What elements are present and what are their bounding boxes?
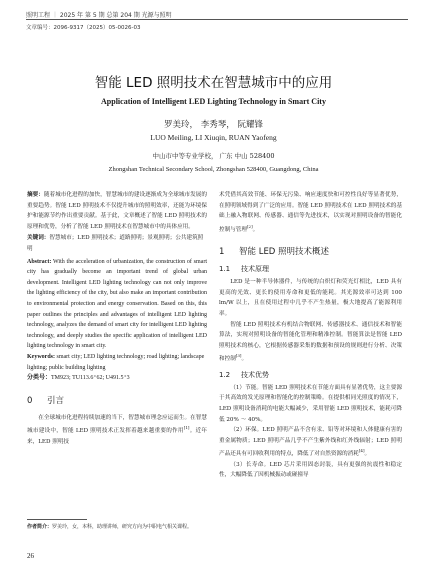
keywords-chinese	[27, 233, 207, 254]
issue-info: 2025 年 第 5 期 总第 204 期 光源与照明	[59, 12, 172, 19]
paragraph-text-tail: 。	[252, 226, 259, 233]
paragraph-text-tail: 。	[364, 451, 371, 458]
header-rule	[26, 19, 408, 20]
section-number: 1	[219, 247, 225, 258]
article-number: 文章编号：2096-9317（2025）05-0026-03	[26, 25, 141, 31]
left-column	[27, 190, 207, 447]
intro-paragraph-continued	[219, 190, 402, 235]
principle-paragraph-1: LED 是一种半导体器件，与传统的白炽灯和荧光灯相比，LED 具有更高的光效、更长的使用寿命和更低的能耗。其光源效率可达到 100 lm/W 以上，且在使用过程中几乎不产生热量，极大地提高了能源利用率。	[219, 279, 402, 318]
classification-text: TM923; TU113.6⁺62; U491.5⁺3	[51, 375, 130, 382]
paragraph-text-tail: 。	[241, 356, 248, 363]
subsection-number: 1.2	[219, 370, 231, 379]
running-head	[26, 10, 408, 19]
section-heading-intro	[27, 394, 207, 406]
title-chinese: 智能 LED 照明技术在智慧城市中的应用	[94, 75, 333, 91]
citation: [3]	[235, 353, 242, 359]
abstract-english-label: Abstract:	[27, 258, 52, 265]
page-number: 26	[27, 552, 34, 560]
abstract-english	[27, 257, 207, 352]
subsection-title: 技术原理	[241, 265, 269, 274]
footnote-rule	[27, 519, 87, 520]
subsection-title: 技术优势	[241, 370, 269, 379]
keywords-chinese-label: 关键词：	[27, 235, 50, 242]
citation: [2]	[246, 223, 253, 229]
principle-paragraph-2	[219, 320, 402, 365]
journal-name: 照明工程	[26, 12, 51, 19]
advantage-paragraph-environment	[219, 425, 402, 460]
authors-chinese: 罗美玲， 李秀琴， 阮耀锋	[164, 120, 263, 130]
subsection-heading-1-2	[219, 370, 402, 380]
paragraph-text-tail: 。近年来，LED 照明技	[27, 428, 207, 445]
classification-number	[27, 373, 207, 384]
classification-label: 分类号：	[27, 375, 52, 382]
affiliation-chinese: 中山市中等专业学校， 广东 中山 528400	[152, 152, 275, 160]
footnote-label: 作者简介：	[27, 524, 53, 530]
section-number: 0	[27, 395, 33, 406]
paragraph-text: 术凭借其高效节能、环保无污染、响应速度快和可控性良好等显著优势，在照明领域得到了广泛的应用。智能 LED 照明技术在 LED 照明技术的基础上融入物联网、传感器、通信等先进技术，以实现对照明设备的智能化控制与管理	[219, 192, 402, 233]
running-head-separator: ｜	[51, 12, 58, 19]
authors-english: LUO Meiling, LI Xiuqin, RUAN Yaofeng	[150, 133, 277, 142]
advantage-paragraph-energy: （1）节能。智能 LED 照明技术在节能方面具有显著优势，这主要源于其高效的发光原理和智能化的控制策略。在提供相同光照度的情况下，LED 照明设备消耗的电能大幅减少，采用智能 LED 照明技术，能耗可降低 20% ～ 40%。	[219, 384, 402, 423]
right-column	[219, 190, 402, 481]
keywords-english	[27, 352, 207, 373]
keywords-english-text: smart city; LED lighting technology; road lighting; landscape lighting; public building lighting	[27, 353, 205, 371]
paragraph-text: 在全球城市化进程持续加速的当下，智慧城市理念应运而生。在智慧城市建设中，智能 LED 照明技术正发挥着越来越重要的作用	[27, 414, 207, 435]
abstract-english-text: With the acceleration of urbanization, the construction of smart city has gradually become an important trend of global urban development. Intelligent LED lighting technology can not only improve the lighting efficiency of the city, but also make an important contribution to environmental protection and energy conservation. Based on this, this paper outlines the principles and advantages of intelligent LED lighting technology, analyzes the demand of smart city for intelligent LED lighting technology, and deeply studies the specific application of intelligent LED lighting technology in smart city.	[27, 258, 207, 350]
paragraph-text: （2）环保。LED 照明产品不含有汞、铅等对环境和人体健康有害的重金属物质；LED 照明产品几乎不产生紫外线和红外线辐射；LED 照明产品还具有可回收利用的特点，降低了对自然资源的消耗	[219, 427, 402, 458]
subsection-number: 1.1	[219, 265, 231, 274]
abstract-chinese	[27, 190, 207, 232]
keywords-chinese-text: 智慧城市；LED 照明技术；道路照明；景观照明；公共建筑照明	[27, 235, 204, 252]
affiliation-english: Zhongshan Technical Secondary School, Zhongshan 528400, Guangdong, China	[108, 166, 319, 173]
section-heading-1	[219, 245, 402, 257]
keywords-english-label: Keywords:	[27, 353, 55, 360]
citation: [1]	[183, 425, 190, 431]
paragraph-text: 智能 LED 照明技术有机结合物联网、传感器技术、通信技术和智能算法，实现对照明设备的智能化管理和精准控制。智能算法是智能 LED 照明技术的核心，它根据传感器采集的数据和预设的规则进行分析、决策和控制	[219, 321, 402, 363]
author-footnote	[27, 523, 207, 531]
intro-paragraph	[27, 413, 207, 448]
advantage-paragraph-lifespan: （3）长寿命。LED 芯片采用固态封装，具有更强的抗震性和稳定性，大幅降低了因机械振动或碰撞导	[219, 461, 402, 479]
abstract-chinese-text: 随着城市化进程的加快，智慧城市的建设逐渐成为全球城市发展的重要趋势。智能 LED 照明技术不仅提升城市的照明效率，还能为环境保护和能源节约作出重要贡献。基于此，文章概述了智能 LED 照明技术的原理和优势，分析了智能 LED 照明技术在智慧城市中的具体应用。	[27, 192, 207, 230]
section-title: 智能 LED 照明技术概述	[239, 247, 330, 258]
citation: [4]	[358, 448, 365, 454]
section-title: 引言	[47, 395, 65, 406]
subsection-heading-1-1	[219, 264, 402, 274]
title-english: Application of Intelligent LED Lighting Technology in Smart City	[101, 97, 326, 106]
footnote-text: 罗美玲，女，本科，助理讲师，研究方向为中职电气相关课程。	[52, 524, 193, 530]
abstract-chinese-label: 摘要：	[27, 192, 44, 198]
